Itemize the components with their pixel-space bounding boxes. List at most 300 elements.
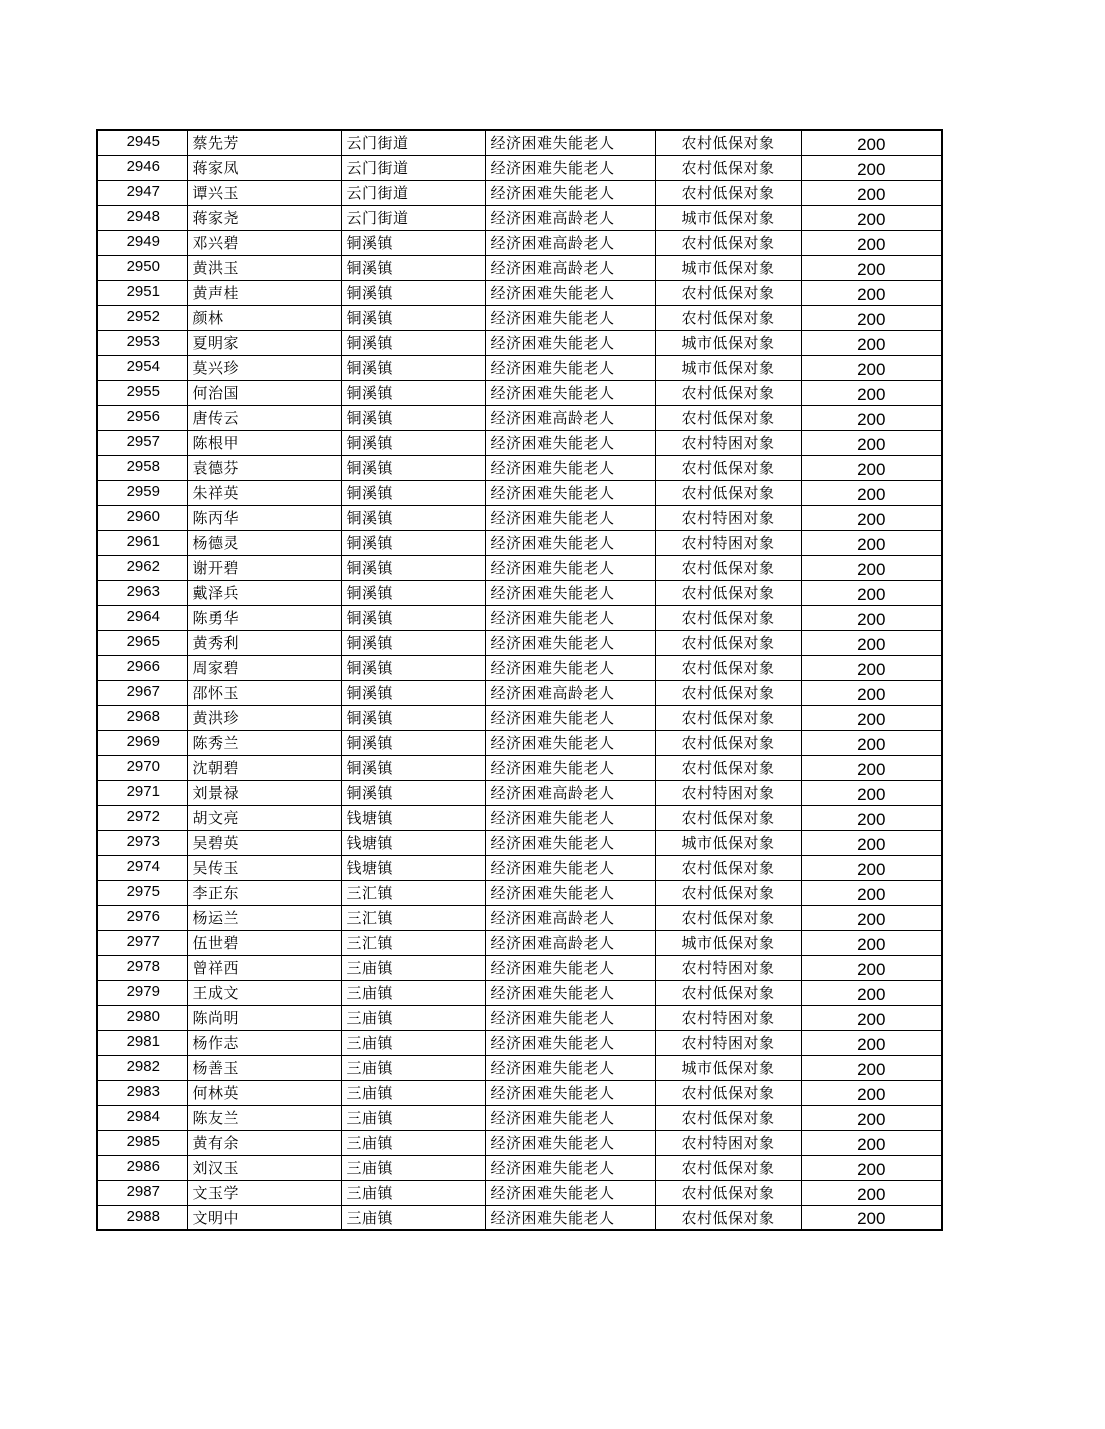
category-cell: 农村低保对象: [655, 855, 801, 880]
amount-cell: 200: [801, 505, 942, 530]
table-row: [97, 755, 942, 780]
town-cell: 铜溪镇: [341, 755, 485, 780]
name-cell: 胡文亮: [187, 805, 341, 830]
amount-cell: 200: [801, 480, 942, 505]
category-cell: 农村低保对象: [655, 980, 801, 1005]
row-number-cell: 2955: [97, 380, 187, 405]
category-cell: 农村特困对象: [655, 780, 801, 805]
subsidy-type-cell: 经济困难高龄老人: [485, 205, 655, 230]
subsidy-type-cell: 经济困难失能老人: [485, 505, 655, 530]
table-row: [97, 830, 942, 855]
town-cell: 铜溪镇: [341, 480, 485, 505]
row-number-cell: 2954: [97, 355, 187, 380]
name-cell: 吴碧英: [187, 830, 341, 855]
subsidy-type-cell: 经济困难失能老人: [485, 605, 655, 630]
table-row: [97, 530, 942, 555]
subsidy-type-cell: 经济困难失能老人: [485, 955, 655, 980]
amount-cell: 200: [801, 1155, 942, 1180]
subsidy-type-cell: 经济困难失能老人: [485, 730, 655, 755]
row-number-cell: 2967: [97, 680, 187, 705]
name-cell: 颜林: [187, 305, 341, 330]
row-number-cell: 2961: [97, 530, 187, 555]
category-cell: 城市低保对象: [655, 1055, 801, 1080]
town-cell: 三庙镇: [341, 955, 485, 980]
category-cell: 农村低保对象: [655, 1180, 801, 1205]
table-row: [97, 655, 942, 680]
amount-cell: 200: [801, 1180, 942, 1205]
category-cell: 农村低保对象: [655, 230, 801, 255]
amount-cell: 200: [801, 405, 942, 430]
town-cell: 铜溪镇: [341, 630, 485, 655]
town-cell: 铜溪镇: [341, 730, 485, 755]
row-number-cell: 2966: [97, 655, 187, 680]
amount-cell: 200: [801, 280, 942, 305]
row-number-cell: 2977: [97, 930, 187, 955]
category-cell: 城市低保对象: [655, 830, 801, 855]
amount-cell: 200: [801, 655, 942, 680]
subsidy-type-cell: 经济困难失能老人: [485, 330, 655, 355]
name-cell: 伍世碧: [187, 930, 341, 955]
table-row: [97, 180, 942, 205]
town-cell: 三庙镇: [341, 1055, 485, 1080]
table-row: [97, 155, 942, 180]
town-cell: 三汇镇: [341, 930, 485, 955]
row-number-cell: 2962: [97, 555, 187, 580]
subsidy-type-cell: 经济困难失能老人: [485, 630, 655, 655]
amount-cell: 200: [801, 805, 942, 830]
subsidy-type-cell: 经济困难失能老人: [485, 980, 655, 1005]
category-cell: 农村特困对象: [655, 955, 801, 980]
town-cell: 铜溪镇: [341, 505, 485, 530]
town-cell: 铜溪镇: [341, 330, 485, 355]
subsidy-type-cell: 经济困难失能老人: [485, 430, 655, 455]
subsidy-type-cell: 经济困难失能老人: [485, 655, 655, 680]
category-cell: 农村低保对象: [655, 705, 801, 730]
subsidy-type-cell: 经济困难高龄老人: [485, 230, 655, 255]
amount-cell: 200: [801, 755, 942, 780]
subsidy-type-cell: 经济困难失能老人: [485, 1130, 655, 1155]
name-cell: 邵怀玉: [187, 680, 341, 705]
subsidy-type-cell: 经济困难失能老人: [485, 855, 655, 880]
name-cell: 蒋家尧: [187, 205, 341, 230]
category-cell: 农村特困对象: [655, 1030, 801, 1055]
subsidy-type-cell: 经济困难失能老人: [485, 380, 655, 405]
name-cell: 文明中: [187, 1205, 341, 1230]
name-cell: 刘汉玉: [187, 1155, 341, 1180]
town-cell: 三庙镇: [341, 1080, 485, 1105]
row-number-cell: 2988: [97, 1205, 187, 1230]
name-cell: 王成文: [187, 980, 341, 1005]
name-cell: 李正东: [187, 880, 341, 905]
name-cell: 吴传玉: [187, 855, 341, 880]
amount-cell: 200: [801, 830, 942, 855]
subsidy-type-cell: 经济困难失能老人: [485, 755, 655, 780]
category-cell: 农村特困对象: [655, 505, 801, 530]
row-number-cell: 2960: [97, 505, 187, 530]
amount-cell: 200: [801, 230, 942, 255]
town-cell: 铜溪镇: [341, 455, 485, 480]
name-cell: 夏明家: [187, 330, 341, 355]
category-cell: 农村低保对象: [655, 555, 801, 580]
name-cell: 杨德灵: [187, 530, 341, 555]
town-cell: 云门街道: [341, 130, 485, 155]
subsidy-type-cell: 经济困难失能老人: [485, 280, 655, 305]
name-cell: 沈朝碧: [187, 755, 341, 780]
beneficiary-table: [96, 129, 943, 1231]
table-row: [97, 380, 942, 405]
town-cell: 钱塘镇: [341, 805, 485, 830]
town-cell: 铜溪镇: [341, 355, 485, 380]
subsidy-type-cell: 经济困难失能老人: [485, 155, 655, 180]
name-cell: 朱祥英: [187, 480, 341, 505]
category-cell: 农村低保对象: [655, 405, 801, 430]
row-number-cell: 2951: [97, 280, 187, 305]
category-cell: 城市低保对象: [655, 330, 801, 355]
category-cell: 农村低保对象: [655, 280, 801, 305]
row-number-cell: 2983: [97, 1080, 187, 1105]
table-row: [97, 705, 942, 730]
table-row: [97, 905, 942, 930]
name-cell: 蒋家凤: [187, 155, 341, 180]
row-number-cell: 2953: [97, 330, 187, 355]
name-cell: 黄有余: [187, 1130, 341, 1155]
table-row: [97, 1080, 942, 1105]
amount-cell: 200: [801, 980, 942, 1005]
table-row: [97, 255, 942, 280]
name-cell: 黄洪玉: [187, 255, 341, 280]
amount-cell: 200: [801, 1105, 942, 1130]
name-cell: 陈秀兰: [187, 730, 341, 755]
row-number-cell: 2971: [97, 780, 187, 805]
town-cell: 铜溪镇: [341, 305, 485, 330]
table-row: [97, 880, 942, 905]
town-cell: 钱塘镇: [341, 830, 485, 855]
amount-cell: 200: [801, 355, 942, 380]
amount-cell: 200: [801, 255, 942, 280]
name-cell: 杨善玉: [187, 1055, 341, 1080]
row-number-cell: 2964: [97, 605, 187, 630]
category-cell: 农村特困对象: [655, 1005, 801, 1030]
amount-cell: 200: [801, 1055, 942, 1080]
amount-cell: 200: [801, 780, 942, 805]
category-cell: 农村低保对象: [655, 305, 801, 330]
subsidy-type-cell: 经济困难失能老人: [485, 830, 655, 855]
table-row: [97, 555, 942, 580]
row-number-cell: 2985: [97, 1130, 187, 1155]
category-cell: 农村低保对象: [655, 180, 801, 205]
category-cell: 城市低保对象: [655, 205, 801, 230]
category-cell: 农村低保对象: [655, 880, 801, 905]
name-cell: 黄秀利: [187, 630, 341, 655]
row-number-cell: 2959: [97, 480, 187, 505]
category-cell: 农村低保对象: [655, 755, 801, 780]
town-cell: 三庙镇: [341, 1005, 485, 1030]
subsidy-type-cell: 经济困难失能老人: [485, 480, 655, 505]
amount-cell: 200: [801, 680, 942, 705]
category-cell: 农村低保对象: [655, 380, 801, 405]
name-cell: 陈尚明: [187, 1005, 341, 1030]
name-cell: 蔡先芳: [187, 130, 341, 155]
town-cell: 铜溪镇: [341, 555, 485, 580]
row-number-cell: 2986: [97, 1155, 187, 1180]
table-row: [97, 855, 942, 880]
town-cell: 云门街道: [341, 180, 485, 205]
town-cell: 铜溪镇: [341, 430, 485, 455]
category-cell: 农村低保对象: [655, 1205, 801, 1230]
amount-cell: 200: [801, 1030, 942, 1055]
amount-cell: 200: [801, 180, 942, 205]
name-cell: 莫兴珍: [187, 355, 341, 380]
name-cell: 邓兴碧: [187, 230, 341, 255]
subsidy-type-cell: 经济困难失能老人: [485, 1205, 655, 1230]
row-number-cell: 2957: [97, 430, 187, 455]
name-cell: 唐传云: [187, 405, 341, 430]
category-cell: 城市低保对象: [655, 930, 801, 955]
category-cell: 城市低保对象: [655, 255, 801, 280]
amount-cell: 200: [801, 205, 942, 230]
amount-cell: 200: [801, 555, 942, 580]
name-cell: 杨运兰: [187, 905, 341, 930]
town-cell: 铜溪镇: [341, 780, 485, 805]
table-row: [97, 730, 942, 755]
row-number-cell: 2946: [97, 155, 187, 180]
table-row: [97, 480, 942, 505]
subsidy-type-cell: 经济困难失能老人: [485, 555, 655, 580]
town-cell: 铜溪镇: [341, 705, 485, 730]
name-cell: 曾祥西: [187, 955, 341, 980]
amount-cell: 200: [801, 530, 942, 555]
table-row: [97, 1055, 942, 1080]
name-cell: 戴泽兵: [187, 580, 341, 605]
town-cell: 铜溪镇: [341, 380, 485, 405]
subsidy-type-cell: 经济困难高龄老人: [485, 930, 655, 955]
subsidy-type-cell: 经济困难失能老人: [485, 130, 655, 155]
town-cell: 铜溪镇: [341, 405, 485, 430]
category-cell: 农村低保对象: [655, 1080, 801, 1105]
table-row: [97, 1030, 942, 1055]
amount-cell: 200: [801, 605, 942, 630]
category-cell: 农村特困对象: [655, 530, 801, 555]
category-cell: 农村低保对象: [655, 680, 801, 705]
row-number-cell: 2981: [97, 1030, 187, 1055]
category-cell: 农村低保对象: [655, 130, 801, 155]
row-number-cell: 2969: [97, 730, 187, 755]
table-row: [97, 780, 942, 805]
amount-cell: 200: [801, 705, 942, 730]
table-row: [97, 605, 942, 630]
table-row: [97, 1205, 942, 1230]
name-cell: 谢开碧: [187, 555, 341, 580]
name-cell: 黄洪珍: [187, 705, 341, 730]
name-cell: 陈丙华: [187, 505, 341, 530]
subsidy-type-cell: 经济困难失能老人: [485, 880, 655, 905]
row-number-cell: 2956: [97, 405, 187, 430]
amount-cell: 200: [801, 1130, 942, 1155]
category-cell: 城市低保对象: [655, 355, 801, 380]
name-cell: 陈勇华: [187, 605, 341, 630]
table-row: [97, 1155, 942, 1180]
subsidy-type-cell: 经济困难高龄老人: [485, 680, 655, 705]
subsidy-type-cell: 经济困难失能老人: [485, 1105, 655, 1130]
category-cell: 农村特困对象: [655, 1130, 801, 1155]
subsidy-type-cell: 经济困难失能老人: [485, 805, 655, 830]
category-cell: 农村低保对象: [655, 655, 801, 680]
category-cell: 农村低保对象: [655, 1155, 801, 1180]
name-cell: 周家碧: [187, 655, 341, 680]
row-number-cell: 2952: [97, 305, 187, 330]
category-cell: 农村特困对象: [655, 430, 801, 455]
town-cell: 三汇镇: [341, 905, 485, 930]
category-cell: 农村低保对象: [655, 605, 801, 630]
name-cell: 刘景禄: [187, 780, 341, 805]
category-cell: 农村低保对象: [655, 730, 801, 755]
subsidy-type-cell: 经济困难失能老人: [485, 355, 655, 380]
town-cell: 铜溪镇: [341, 680, 485, 705]
row-number-cell: 2945: [97, 130, 187, 155]
table-row: [97, 505, 942, 530]
subsidy-type-cell: 经济困难失能老人: [485, 580, 655, 605]
town-cell: 钱塘镇: [341, 855, 485, 880]
town-cell: 铜溪镇: [341, 605, 485, 630]
town-cell: 铜溪镇: [341, 255, 485, 280]
subsidy-type-cell: 经济困难高龄老人: [485, 780, 655, 805]
town-cell: 铜溪镇: [341, 280, 485, 305]
table-row: [97, 1105, 942, 1130]
row-number-cell: 2974: [97, 855, 187, 880]
name-cell: 何治国: [187, 380, 341, 405]
name-cell: 陈根甲: [187, 430, 341, 455]
name-cell: 黄声桂: [187, 280, 341, 305]
row-number-cell: 2973: [97, 830, 187, 855]
amount-cell: 200: [801, 730, 942, 755]
amount-cell: 200: [801, 155, 942, 180]
table-row: [97, 130, 942, 155]
row-number-cell: 2950: [97, 255, 187, 280]
name-cell: 杨作志: [187, 1030, 341, 1055]
table-row: [97, 430, 942, 455]
subsidy-type-cell: 经济困难失能老人: [485, 1180, 655, 1205]
category-cell: 农村低保对象: [655, 1105, 801, 1130]
table-row: [97, 805, 942, 830]
amount-cell: 200: [801, 1205, 942, 1230]
table-row: [97, 980, 942, 1005]
town-cell: 云门街道: [341, 205, 485, 230]
town-cell: 三庙镇: [341, 1030, 485, 1055]
row-number-cell: 2972: [97, 805, 187, 830]
row-number-cell: 2975: [97, 880, 187, 905]
town-cell: 铜溪镇: [341, 230, 485, 255]
town-cell: 三庙镇: [341, 1155, 485, 1180]
row-number-cell: 2948: [97, 205, 187, 230]
subsidy-type-cell: 经济困难高龄老人: [485, 255, 655, 280]
table-row: [97, 1005, 942, 1030]
subsidy-type-cell: 经济困难高龄老人: [485, 905, 655, 930]
name-cell: 袁德芬: [187, 455, 341, 480]
subsidy-type-cell: 经济困难高龄老人: [485, 405, 655, 430]
amount-cell: 200: [801, 630, 942, 655]
subsidy-type-cell: 经济困难失能老人: [485, 1055, 655, 1080]
town-cell: 三庙镇: [341, 1180, 485, 1205]
amount-cell: 200: [801, 430, 942, 455]
category-cell: 农村低保对象: [655, 155, 801, 180]
table-row: [97, 1180, 942, 1205]
row-number-cell: 2963: [97, 580, 187, 605]
table-row: [97, 330, 942, 355]
amount-cell: 200: [801, 1080, 942, 1105]
table-row: [97, 405, 942, 430]
name-cell: 陈友兰: [187, 1105, 341, 1130]
row-number-cell: 2947: [97, 180, 187, 205]
amount-cell: 200: [801, 305, 942, 330]
town-cell: 三庙镇: [341, 1205, 485, 1230]
amount-cell: 200: [801, 455, 942, 480]
name-cell: 谭兴玉: [187, 180, 341, 205]
category-cell: 农村低保对象: [655, 480, 801, 505]
subsidy-type-cell: 经济困难失能老人: [485, 180, 655, 205]
row-number-cell: 2949: [97, 230, 187, 255]
table-row: [97, 1130, 942, 1155]
category-cell: 农村低保对象: [655, 630, 801, 655]
amount-cell: 200: [801, 580, 942, 605]
subsidy-type-cell: 经济困难失能老人: [485, 705, 655, 730]
amount-cell: 200: [801, 130, 942, 155]
subsidy-type-cell: 经济困难失能老人: [485, 1030, 655, 1055]
name-cell: 文玉学: [187, 1180, 341, 1205]
town-cell: 铜溪镇: [341, 655, 485, 680]
row-number-cell: 2982: [97, 1055, 187, 1080]
table-row: [97, 305, 942, 330]
subsidy-type-cell: 经济困难失能老人: [485, 1005, 655, 1030]
subsidy-type-cell: 经济困难失能老人: [485, 1155, 655, 1180]
row-number-cell: 2958: [97, 455, 187, 480]
amount-cell: 200: [801, 955, 942, 980]
amount-cell: 200: [801, 930, 942, 955]
town-cell: 三庙镇: [341, 1130, 485, 1155]
subsidy-type-cell: 经济困难失能老人: [485, 455, 655, 480]
town-cell: 三庙镇: [341, 980, 485, 1005]
table-row: [97, 955, 942, 980]
category-cell: 农村低保对象: [655, 580, 801, 605]
amount-cell: 200: [801, 380, 942, 405]
town-cell: 云门街道: [341, 155, 485, 180]
table-row: [97, 205, 942, 230]
row-number-cell: 2980: [97, 1005, 187, 1030]
category-cell: 农村低保对象: [655, 455, 801, 480]
town-cell: 铜溪镇: [341, 580, 485, 605]
town-cell: 铜溪镇: [341, 530, 485, 555]
row-number-cell: 2987: [97, 1180, 187, 1205]
table-row: [97, 580, 942, 605]
table-row: [97, 355, 942, 380]
name-cell: 何林英: [187, 1080, 341, 1105]
row-number-cell: 2984: [97, 1105, 187, 1130]
row-number-cell: 2978: [97, 955, 187, 980]
row-number-cell: 2968: [97, 705, 187, 730]
amount-cell: 200: [801, 855, 942, 880]
subsidy-type-cell: 经济困难失能老人: [485, 530, 655, 555]
category-cell: 农村低保对象: [655, 805, 801, 830]
town-cell: 三庙镇: [341, 1105, 485, 1130]
subsidy-type-cell: 经济困难失能老人: [485, 1080, 655, 1105]
table-row: [97, 280, 942, 305]
amount-cell: 200: [801, 1005, 942, 1030]
table-row: [97, 230, 942, 255]
town-cell: 三汇镇: [341, 880, 485, 905]
amount-cell: 200: [801, 330, 942, 355]
row-number-cell: 2965: [97, 630, 187, 655]
amount-cell: 200: [801, 880, 942, 905]
table-row: [97, 630, 942, 655]
